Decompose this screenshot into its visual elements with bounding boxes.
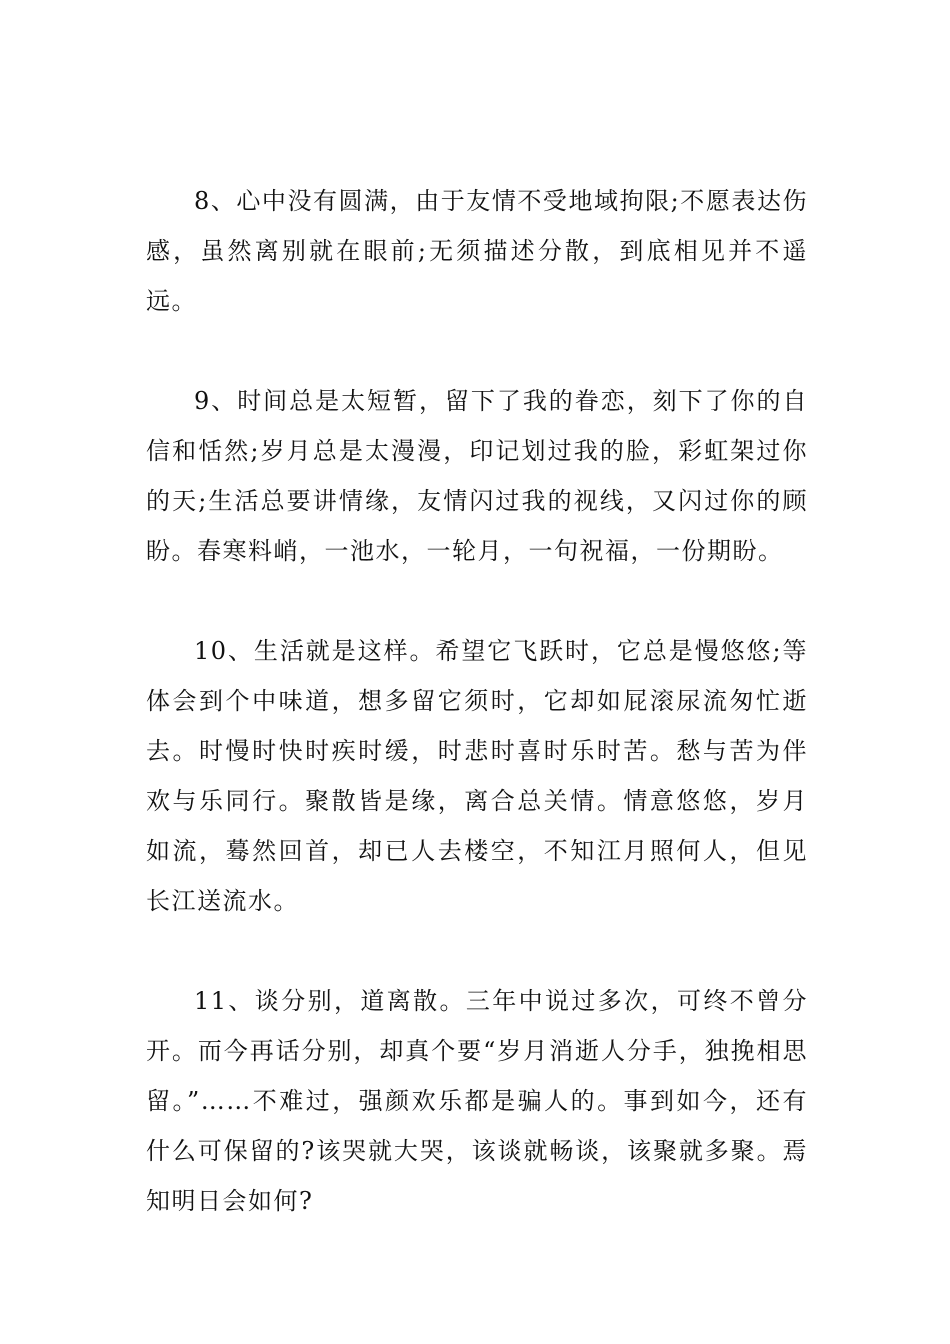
document-body [146,176,808,1276]
paragraph-8: 8、心中没有圆满，由于友情不受地域拘限;不愿表达伤感，虽然离别就在眼前;无须描述分散，到底相见并不遥远。 [146,187,808,315]
paragraph-9: 9、时间总是太短暂，留下了我的眷恋，刻下了你的自信和恬然;岁月总是太漫漫，印记划过我的脸，彩虹架过你的天;生活总要讲情缘，友情闪过我的视线，又闪过你的顾盼。春寒料峭，一池水，一轮月，一句祝福，一份期盼。 [146,387,808,565]
paragraph-11: 11、谈分别，道离散。三年中说过多次，可终不曾分开。而今再话分别，却真个要“岁月消逝人分手，独挽相思留。”……不难过，强颜欢乐都是骗人的。事到如今，还有什么可保留的?该哭就大哭，该谈就畅谈，该聚就多聚。焉知明日会如何? [146,987,808,1215]
paragraph-10: 10、生活就是这样。希望它飞跃时，它总是慢悠悠;等体会到个中味道，想多留它须时，它却如屁滚尿流匆忙逝去。时慢时快时疾时缓，时悲时喜时乐时苦。愁与苦为伴欢与乐同行。聚散皆是缘，离合总关情。情意悠悠，岁月如流，蓦然回首，却已人去楼空，不知江月照何人，但见长江送流水。 [146,637,808,915]
